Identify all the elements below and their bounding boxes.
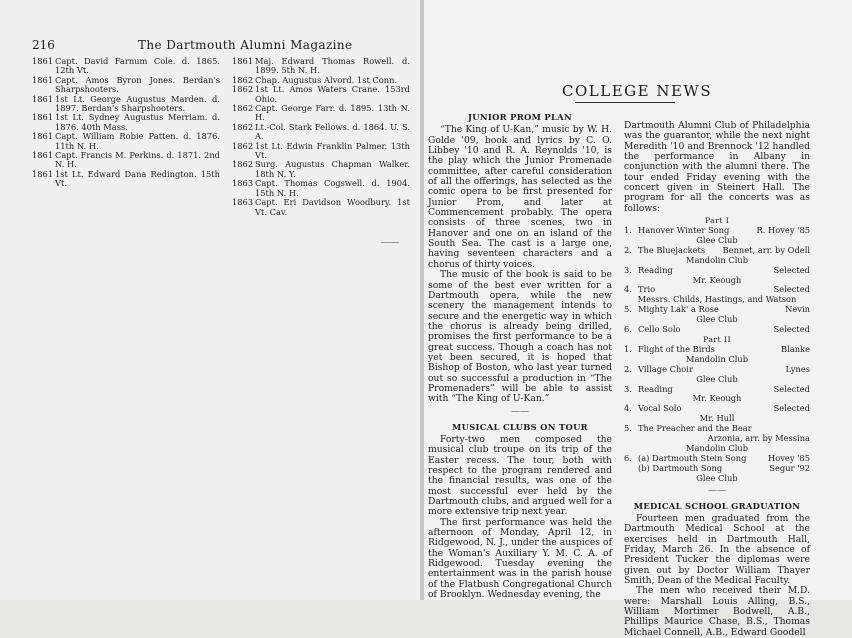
program-item: (b) Dartmouth Song Segur '92 (638, 462, 810, 473)
text-column-right (624, 121, 810, 638)
program-item: 3. Reading Selected (624, 264, 810, 275)
roster-entry: 1861 Maj. Edward Thomas Rowell. d. 1899. 5th N. H. (232, 56, 410, 76)
roster-entry: 1861 1st Lt. George Augustus Marden. d. 1897. Berdan's Sharpshooters. (32, 93, 220, 114)
program-performer: Glee Club (696, 373, 738, 384)
program-arranger: Arzonia, arr. by Messina (707, 433, 810, 444)
program-performer: Mr. Keough (692, 393, 742, 404)
paragraph: The music of the book is said to be some of the best ever written for a Dartmouth opera, while the new scenery the management intends to secure and the energetic way in which the chorus is already being drilled, promises the first performance to be a great success. Though a coach has not yet been secured, it is hoped that Bishop of Boston, who last year turned out so successful a production in “The Promenaders” will be able to assist with “The King of U-Kan.” (428, 269, 612, 405)
program-part-label: Part II (703, 334, 731, 344)
title-rule (575, 102, 675, 103)
program-performer: Mr. Keough (692, 274, 742, 285)
program-item: 6. Cello Solo Selected (624, 324, 810, 335)
stray-mark (381, 242, 399, 243)
roster-entry: 1861 Capt. Amos Byron Jones. Berdan's Sharpshooters. (32, 74, 220, 95)
program-item: 5. Mighty Lak' a Rose Nevin (624, 304, 810, 315)
roster-column-2 (232, 57, 410, 217)
program-part-label: Part I (704, 216, 730, 226)
program-item: 1. Flight of the Birds Blanke (624, 343, 810, 354)
roster-entry: 1862 Surg. Augustus Chapman Walker. 18th N. Y. (232, 159, 410, 179)
roster-entry: 1861 Capt. Francis M. Perkins. d. 1871. 2nd N. H. (32, 150, 220, 170)
program-item: 1. Hanover Winter Song R. Hovey '85 (624, 225, 810, 235)
concert-program (624, 216, 810, 483)
separator: —— (708, 485, 726, 496)
paragraph: The first performance was held the afternoon of Monday, April 12, in Ridgewood, N. J., under the auspices of the Woman's Auxiliary Y. M. C. A. of Ridgewood. Tuesday evening the entertainment was in the parish house of the Flatbush Congregational Church of Brooklyn. Wednesday evening, the (428, 516, 612, 601)
paragraph: The men who received their M.D. were: Marshall Louis Alling, B.S., William Mortimer Bodwell, A.B., Phillips Maurice Chase, B.S., Thomas Michael Connell, A.B., Edward Goodell (624, 585, 810, 638)
roster-entry: 1861 Capt. David Farnum Cole. d. 1865. 12th Vt. (32, 56, 220, 76)
section-title: COLLEGE NEWS (562, 82, 713, 100)
roster-entry: 1863 Capt. Eri Davidson Woodbury. 1st Vt. Cav. (232, 197, 410, 217)
separator: —— (511, 406, 529, 417)
paragraph: Forty-two men composed the musical club troupe on its trip of the Easter recess. The tour, both with respect to the program rendered and the financial results, was one of the most successful ever held by the Dartmouth clubs, and argued well for a more extensive trip next year. (428, 433, 612, 518)
program-performer: Glee Club (696, 472, 738, 483)
program-performer: Glee Club (696, 314, 738, 325)
musical-clubs-heading: MUSICAL CLUBS ON TOUR (452, 421, 588, 432)
junior-prom-heading: JUNIOR PROM PLAN (468, 112, 572, 122)
roster-entry: 1861 Capt. William Robie Patten. d. 1876. 11th N. H. (32, 131, 220, 151)
roster-entry: 1862 Capt. George Farr. d. 1895. 13th N. H. (232, 103, 410, 123)
left-page (0, 0, 420, 600)
medical-school-heading: MEDICAL SCHOOL GRADUATION (633, 500, 801, 511)
program-performer: Glee Club (696, 234, 738, 245)
roster-entry: 1862 Lt.-Col. Stark Fellows. d. 1864. U. S. A. (232, 121, 410, 142)
program-item: 5. The Preacher and the Bear (624, 423, 752, 434)
roster-entry: 1863 Capt. Thomas Cogswell. d. 1904. 15th N. H. (232, 178, 410, 198)
paragraph: Dartmouth Alumni Club of Philadelphia was the guarantor, while the next night Meredith '10 and Brennock '12 handled the performance in Albany in conjunction with the alumni there. The tour ended Friday evening with the concert given in Steinert Hall. The program for all the concerts was as follows: (624, 120, 810, 214)
roster-entry: 1862 1st Lt. Amos Waters Crane. 153rd Ohio. (232, 84, 410, 104)
roster-entry: 1862 Chap. Augustus Alvord. 1st Conn. (232, 74, 398, 85)
program-performer: Messrs. Childs, Hastings, and Watson (637, 294, 797, 305)
program-item: 4. Trio Selected (624, 284, 810, 295)
program-item: 6. (a) Dartmouth Stein Song Hovey '85 (624, 452, 810, 463)
roster-entry: 1862 1st Lt. Edwin Franklin Palmer. 13th Vt. (232, 140, 410, 161)
roster-entry: 1861 1st Lt. Edward Dana Redington. 15th Vt. (32, 168, 220, 189)
program-item: 4. Vocal Solo Selected (624, 403, 810, 414)
paragraph: “The King of U-Kan,” music by W. H. Golde '09, book and lyrics by C. O. Libbey '10 and R. A. Reynolds '10, is the play which the Junior Promenade committee, after careful consideration of all the offerings, has selected as the comic opera to be first presented for Junior Prom, and later at Commencement probably. The opera consists of three scenes, two in Hanover and one on an island of the South Sea. The cast is a large one, having seventeen characters and a chorus of thirty voices. (428, 124, 612, 270)
program-performer: Mandolin Club (685, 353, 749, 364)
running-head: The Dartmouth Alumni Magazine (138, 38, 353, 52)
program-performer: Mandolin Club (685, 442, 749, 453)
paragraph: Fourteen men graduated from the Dartmouth Medical School at the exercises held in Dartmouth Hall, Friday, March 26. In the absence of President Tucker the diplomas were given out by Doctor William Thayer Smith, Dean of the Medical Faculty. (624, 512, 810, 586)
roster-entry: 1861 1st Lt. Sydney Augustus Merriam. d. 1876. 40th Mass. (32, 112, 220, 132)
program-item: 3. Reading Selected (624, 383, 810, 394)
program-item: 2. Village Choir Lynes (624, 363, 810, 374)
page-number: 216 (32, 38, 55, 52)
program-performer: Mr. Hull (699, 413, 735, 424)
roster-column-1 (32, 57, 220, 189)
text-column-left (428, 112, 612, 600)
program-item: 2. The Bluejackets Bennet, arr. by Odell (624, 244, 810, 255)
program-performer: Mandolin Club (685, 254, 749, 265)
